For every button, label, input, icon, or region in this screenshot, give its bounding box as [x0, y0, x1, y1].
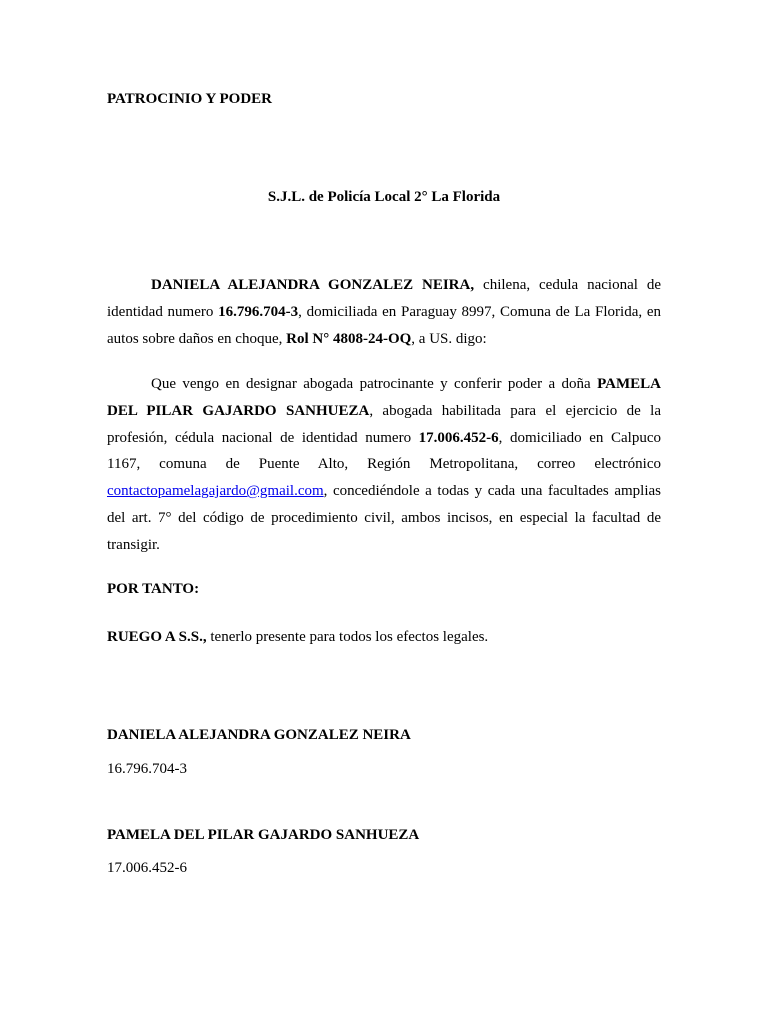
signature-2-name	[107, 827, 661, 844]
attorney-id: 17.006.452-6	[418, 429, 499, 446]
petition-bold: RUEGO A S.S.,	[107, 629, 207, 645]
paragraph2-text-c: , domiciliado en Calpuco 1167, comuna de Puente Alto, Región Metropolitana, correo electrónico	[107, 429, 661, 473]
paragraph2-text-d: , concediéndole a todas y cada una facultades amplias del art. 7° del código de procedimiento civil, ambos incisos, en especial la facultad de transigir.	[107, 483, 661, 553]
attorney-name: PAMELA DEL PILAR GAJARDO SANHUEZA	[107, 376, 661, 419]
client-name: DANIELA ALEJANDRA GONZALEZ NEIRA,	[151, 277, 475, 293]
heading-text: PATROCINIO Y PODER	[107, 91, 272, 107]
addressee	[107, 189, 661, 206]
signature-1-name	[107, 727, 661, 744]
petition-text: tenerlo presente para todos los efectos legales.	[206, 629, 489, 645]
paragraph1-text-b: , domiciliada en Paraguay 8997, Comuna de La Florida, en autos sobre daños en choque,	[107, 303, 662, 347]
paragraph2-text-b: , abogada habilitada para el ejercicio de la profesión, cédula nacional de identidad numero	[107, 402, 661, 446]
signature-2-id: 17.006.452-6	[107, 860, 187, 876]
signature-1-id: 16.796.704-3	[107, 761, 187, 777]
paragraph1-text-a: chilena, cedula nacional de identidad numero	[107, 277, 661, 320]
signature-2-name-text: PAMELA DEL PILAR GAJARDO SANHUEZA	[107, 827, 420, 843]
paragraph2-text-a: Que vengo en designar abogada patrocinante y conferir poder a doña	[151, 376, 598, 392]
por-tanto	[107, 581, 661, 598]
email-link[interactable]: contactopamelagajardo@gmail.com	[107, 483, 324, 500]
power-paragraph	[107, 371, 661, 559]
case-rol: Rol N° 4808-24-OQ	[286, 330, 412, 347]
addressee-text: S.J.L. de Policía Local 2° La Florida	[267, 189, 501, 205]
client-id: 16.796.704-3	[218, 303, 299, 320]
paragraph1-text-c: , a US. digo:	[411, 330, 487, 347]
por-tanto-text: POR TANTO:	[107, 581, 200, 597]
appearance-paragraph	[107, 272, 661, 352]
petition	[107, 629, 661, 646]
document-heading	[107, 91, 661, 108]
signature-1-name-text: DANIELA ALEJANDRA GONZALEZ NEIRA	[107, 727, 411, 743]
